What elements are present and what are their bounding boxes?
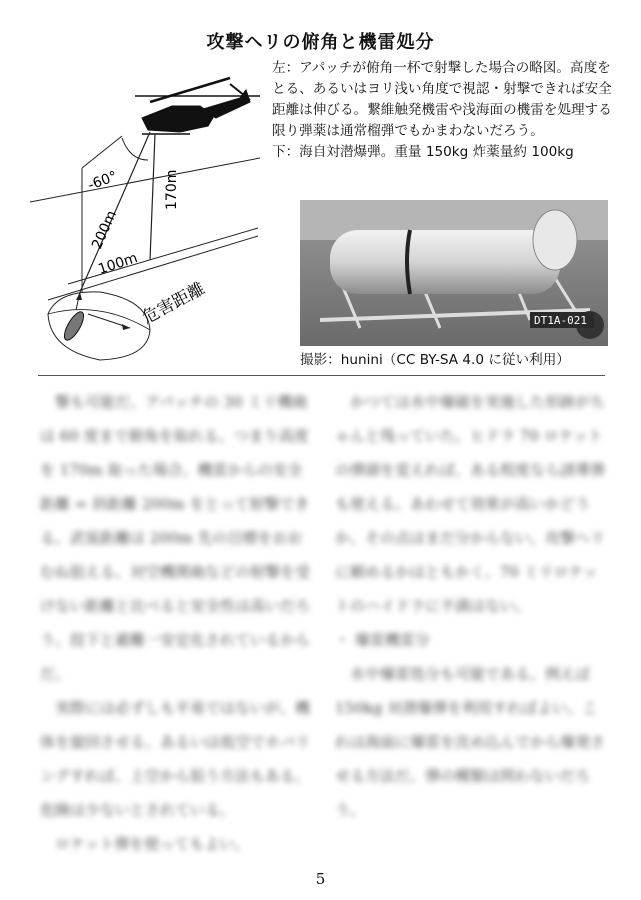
page-number: 5 <box>315 870 326 888</box>
slant-distance-label: 200m <box>89 208 121 252</box>
caption-left: 左：アパッチが俯角一杯で射撃した場合の略図。高度をとる、あるいはヨリ浅い角度で視認・射撃できれば安全距離は伸びる。繋維触発機雷や浅海面の機雷を処理する限り弾薬は通常榴弾でもかまわないだろう。 <box>272 60 612 139</box>
depth-charge-photo <box>300 200 608 346</box>
body-column-right <box>335 385 605 855</box>
figure-caption <box>272 58 617 163</box>
photo-serial-tag: DT1A-021 <box>534 314 587 327</box>
angle-label: -60° <box>85 168 120 194</box>
height-label: 170m <box>164 169 180 210</box>
ground-distance-label: 100m <box>96 250 140 278</box>
caption-bottom: 下：海自対潜爆弾。重量 150kg 炸薬量約 100kg <box>272 144 574 160</box>
firing-angle-diagram <box>30 60 262 370</box>
body-subheading: ・ 爆雷機雷分 <box>335 631 430 649</box>
body-paragraph: かつては水中爆破を実施した形跡がちゃんと残っていた。ヒドラ 70 ロケットの弾頭を変えれば、ある程度なら誘導弾も使える。あわせて効果が高いかどうか、その点はまだ分からない。攻撃ヘリに頼めるかはともかく、70 ミリロケットのハイドラに不満はない。 <box>335 393 605 615</box>
body-paragraph: 実際には必ずしも平易ではないが、機体を旋回させる、あるいは低空でホバリングすれば、上空から狙う方法もある。危険は少ないとされている。 <box>40 699 310 819</box>
helicopter-icon <box>135 78 260 134</box>
danger-distance-label: 危害距離 <box>138 278 209 329</box>
body-paragraph: 撃も可能だ。アパッチの 30 ミリ機砲は 60 度まで俯角を取れる。つまり高度を 170m 取った場合、機雷からの安全距離 = 斜距離 200m をとって射撃できる。武装距離は 200m 先の目標をおおむね狙える。対空機関砲などの射撃を受けない距離と比べると安全性は高いだろう。投下と避難一安定化されているからだ。 <box>40 393 310 683</box>
body-paragraph: ロケット弾を使ってもよい。 <box>55 835 250 853</box>
section-divider <box>38 375 605 376</box>
body-paragraph: 水中爆雷処分も可能である。例えば 150kg 対潜爆弾を利用すればよい。これは海面に爆雷を沈め込んでから爆発させる方法だ。弾の種類は問わないだろう。 <box>335 665 605 819</box>
photo-credit: 撮影：hunini（CC BY-SA 4.0 に従い利用） <box>300 352 570 368</box>
page-title: 攻撃ヘリの俯角と機雷処分 <box>206 32 435 53</box>
body-column-left <box>40 385 310 855</box>
